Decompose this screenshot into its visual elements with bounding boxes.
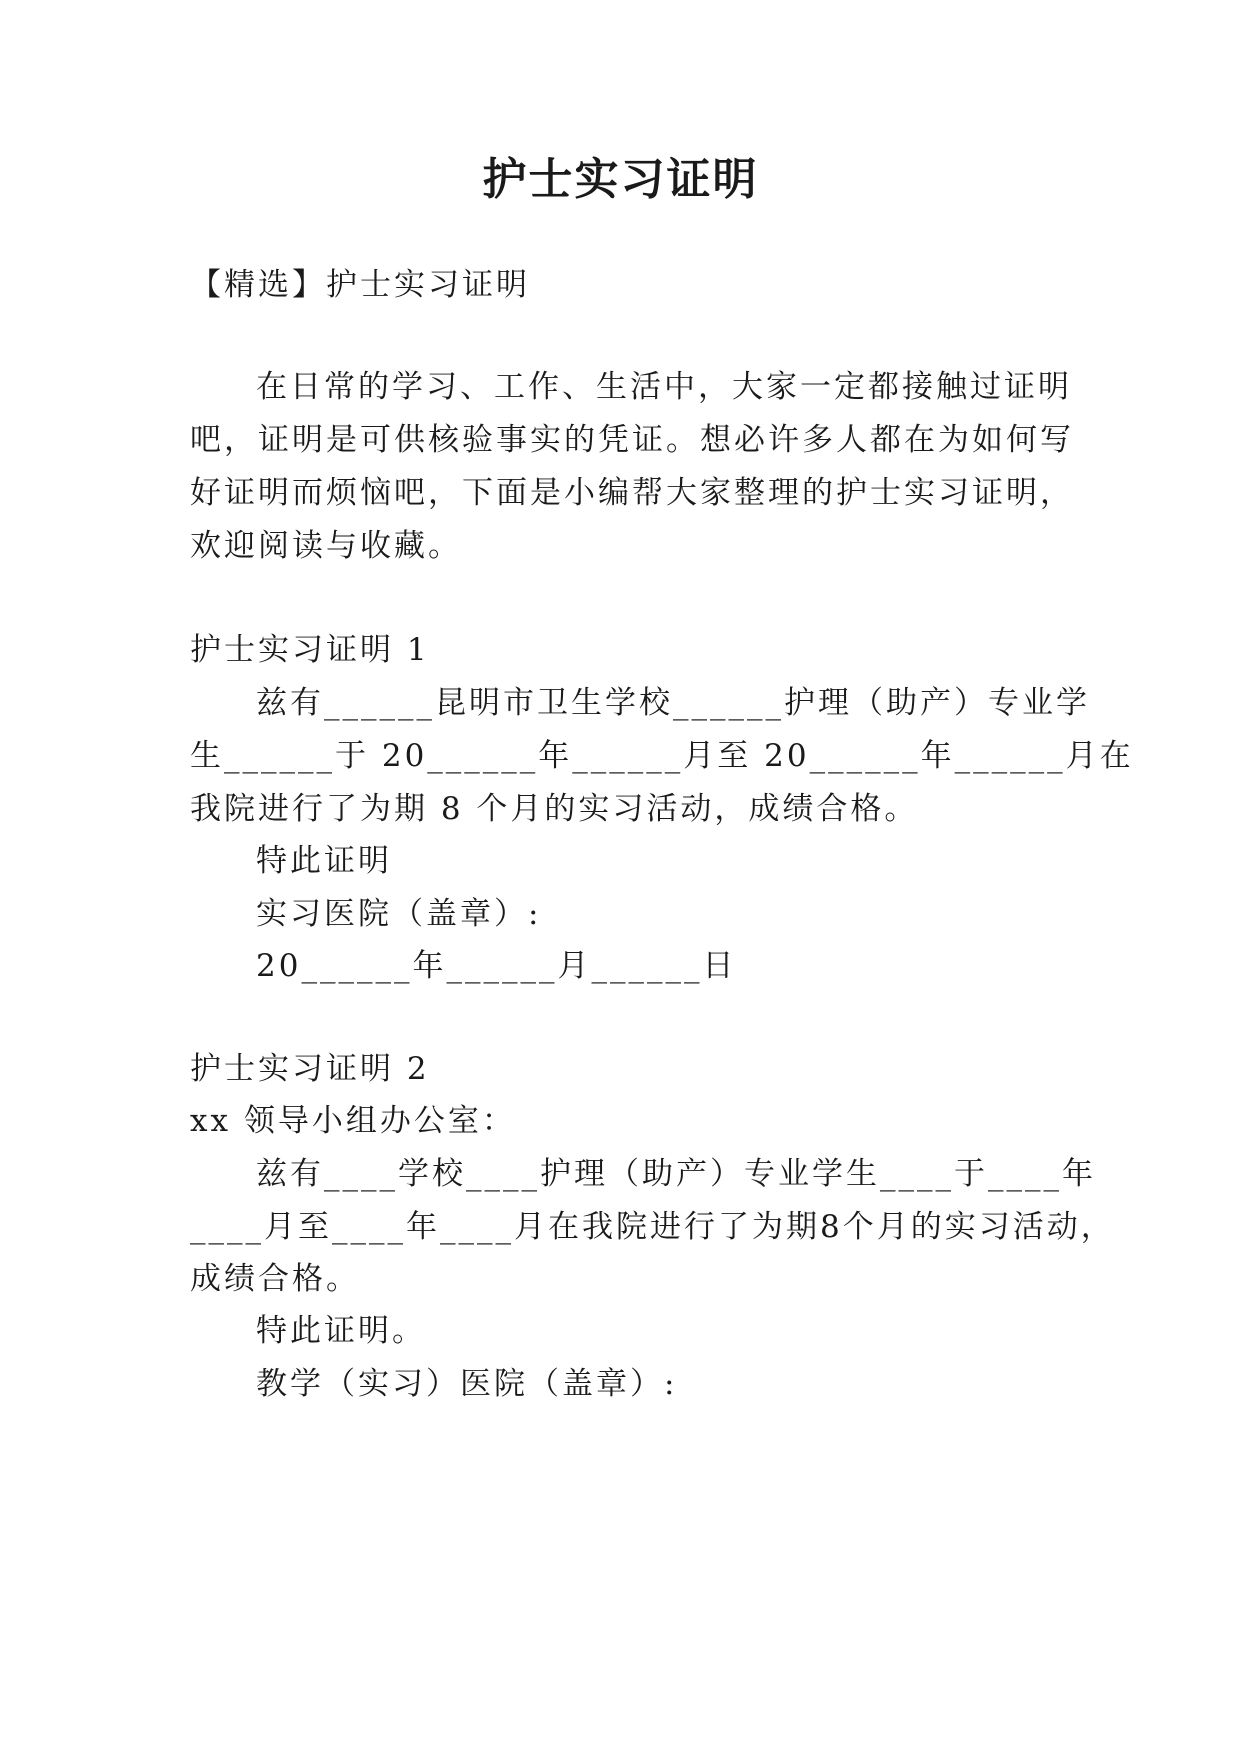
document-title: 护士实习证明: [482, 154, 759, 205]
intro-line-1: 在日常的学习、工作、生活中，大家一定都接触过证明: [256, 369, 1072, 405]
cert1-closing: 特此证明: [256, 843, 392, 879]
cert2-body-line-3: 成绩合格。: [190, 1261, 360, 1297]
cert1-body-line-3: 我院进行了为期 8 个月的实习活动，成绩合格。: [190, 791, 919, 827]
cert2-body-line-2: ____月至____年____月在我院进行了为期8个月的实习活动，: [190, 1209, 1115, 1245]
cert1-hospital-seal: 实习医院（盖章）:: [256, 896, 542, 932]
cert2-heading: 护士实习证明 2: [190, 1051, 430, 1087]
cert1-heading: 护士实习证明 1: [190, 632, 430, 668]
intro-line-3: 好证明而烦恼吧，下面是小编帮大家整理的护士实习证明，: [190, 475, 1074, 511]
document-subtitle: 【精选】护士实习证明: [190, 267, 530, 303]
cert1-date: 20______年______月______日: [256, 948, 737, 984]
cert2-hospital-seal: 教学（实习）医院（盖章）:: [256, 1366, 678, 1402]
intro-line-4: 欢迎阅读与收藏。: [190, 528, 462, 564]
cert1-body-line-1: 兹有______昆明市卫生学校______护理（助产）专业学: [256, 685, 1090, 721]
cert2-closing: 特此证明。: [256, 1313, 426, 1349]
cert1-body-line-2: 生______于 20______年______月至 20______年______月在: [190, 738, 1134, 774]
intro-line-2: 吧，证明是可供核验事实的凭证。想必许多人都在为如何写: [190, 422, 1074, 458]
cert2-addressee: xx 领导小组办公室：: [190, 1103, 516, 1139]
cert2-body-line-1: 兹有____学校____护理（助产）专业学生____于____年: [256, 1156, 1096, 1192]
